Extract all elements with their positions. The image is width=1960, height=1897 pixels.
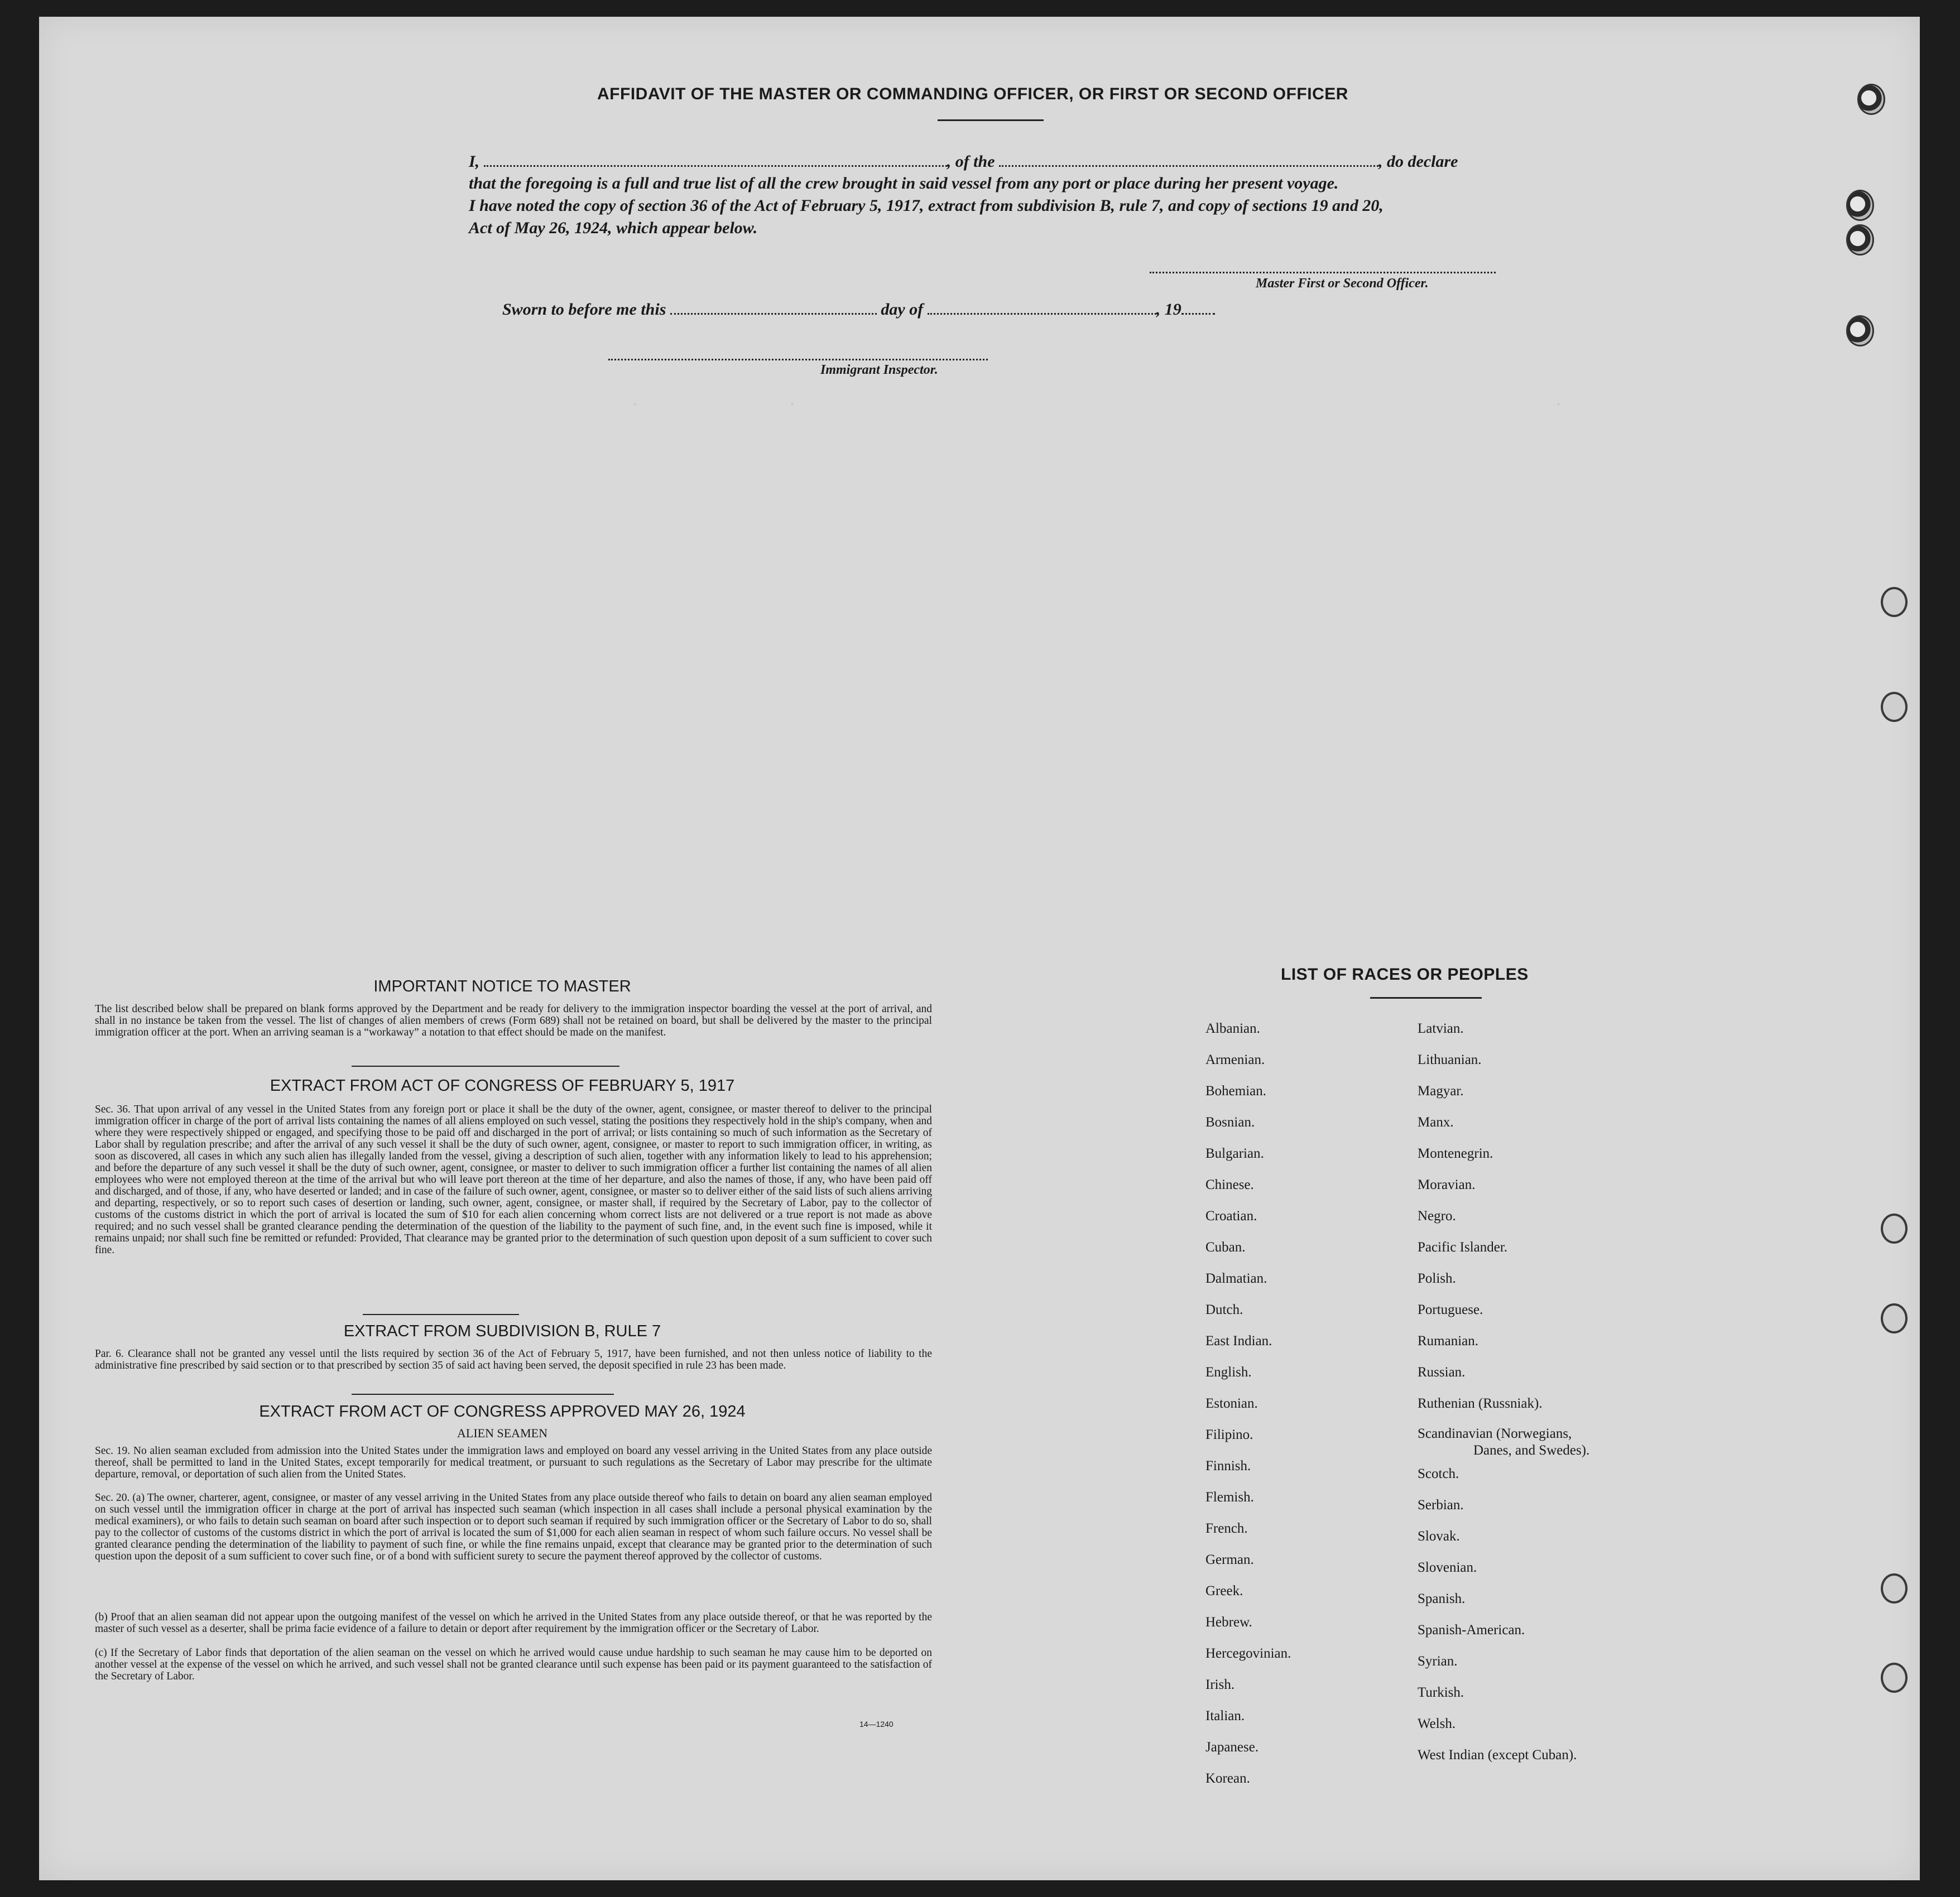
race-item: Chinese. bbox=[1205, 1177, 1254, 1192]
race-item: Irish. bbox=[1205, 1677, 1235, 1692]
affidavit-declare-label: , do declare bbox=[1378, 152, 1458, 171]
race-item: Scotch. bbox=[1418, 1466, 1459, 1481]
vessel-name-field[interactable] bbox=[999, 165, 1378, 167]
extract-1917-title: EXTRACT FROM ACT OF CONGRESS OF FEBRUARY 5, 1917 bbox=[270, 1077, 735, 1095]
sworn-prefix: Sworn to before me this bbox=[502, 300, 666, 319]
punch-hole-icon bbox=[1881, 587, 1908, 617]
punch-hole-icon bbox=[1857, 84, 1885, 115]
race-item: Russian. bbox=[1418, 1365, 1466, 1380]
affidavit-declaration-line bbox=[469, 152, 1585, 171]
bleed-through-decoration: · · · bbox=[631, 396, 1564, 413]
extract-1917-divider bbox=[363, 1314, 519, 1315]
affidavit-line-2: that the foregoing is a full and true list of all the crew brought in said vessel from any port or place during her present voyage. bbox=[469, 174, 1339, 192]
race-item: Magyar. bbox=[1418, 1084, 1464, 1099]
punch-hole-icon bbox=[1881, 1663, 1908, 1693]
race-item: Cuban. bbox=[1205, 1240, 1246, 1255]
race-item: Montenegrin. bbox=[1418, 1146, 1493, 1161]
race-item: Portuguese. bbox=[1418, 1302, 1483, 1317]
race-item: Slovenian. bbox=[1418, 1560, 1477, 1575]
punch-hole-icon bbox=[1881, 1303, 1908, 1333]
race-item: German. bbox=[1205, 1552, 1254, 1567]
inspector-signature-line[interactable] bbox=[608, 359, 988, 360]
race-item: Spanish-American. bbox=[1418, 1622, 1525, 1638]
sworn-day-field[interactable] bbox=[670, 313, 877, 315]
race-item: Scandinavian (Norwegians, bbox=[1418, 1426, 1572, 1441]
race-item: Japanese. bbox=[1205, 1740, 1259, 1755]
race-item: Turkish. bbox=[1418, 1685, 1464, 1700]
race-item: Bohemian. bbox=[1205, 1084, 1267, 1099]
race-item: Estonian. bbox=[1205, 1396, 1258, 1411]
master-name-field[interactable] bbox=[484, 165, 947, 167]
race-item: Negro. bbox=[1418, 1209, 1456, 1224]
race-item: Polish. bbox=[1418, 1271, 1456, 1286]
master-signature-label: Master First or Second Officer. bbox=[1256, 276, 1429, 291]
notice-body: The list described below shall be prepared on blank forms approved by the Department and be ready for delivery to the immigration inspector boarding the vessel at the port of arrival, and shall in no instance be taken from the vessel. The list of changes of alien members of crews (Form 689) shall not be retained on board, but shall be delivered by the master to the principal immigration officer at the port. When an arriving seaman is a “workaway” a notation to that effect should be made on the manifest. bbox=[95, 1003, 932, 1038]
race-item: Korean. bbox=[1205, 1771, 1250, 1786]
sworn-line bbox=[502, 300, 1339, 319]
extract-1924-sec20b: (b) Proof that an alien seaman did not appear upon the outgoing manifest of the vessel on which he arrived in the United States from any place outside thereof, or that he was reported by the master of such vessel as a deserter, shall be prima facie evidence of a failure to detain or deport after requirement by the immigration officer or the Secretary of Labor. bbox=[95, 1611, 932, 1635]
affidavit-line-4: Act of May 26, 1924, which appear below. bbox=[469, 219, 758, 237]
race-item: Welsh. bbox=[1418, 1716, 1456, 1731]
notice-title: IMPORTANT NOTICE TO MASTER bbox=[373, 978, 631, 995]
sworn-month-field[interactable] bbox=[928, 313, 1156, 315]
extract-1924-sec19: Sec. 19. No alien seaman excluded from admission into the United States under the immigration laws and employed on board any vessel arriving in the United States from any place outside thereof, shall be permitted to land in the United States, except temporarily for medical treatment, or pursuant to such regulations as the Secretary of Labor may prescribe for the ultimate departure, removal, or deportation of such alien from the United States. bbox=[95, 1445, 932, 1480]
race-item: Spanish. bbox=[1418, 1591, 1466, 1606]
race-item: Manx. bbox=[1418, 1115, 1454, 1130]
race-item: Bulgarian. bbox=[1205, 1146, 1264, 1161]
subdivision-b-title: EXTRACT FROM SUBDIVISION B, RULE 7 bbox=[343, 1322, 661, 1340]
race-item: Latvian. bbox=[1418, 1021, 1464, 1036]
affidavit-title-rule bbox=[938, 119, 1044, 121]
notice-divider bbox=[352, 1066, 619, 1067]
race-item: Slovak. bbox=[1418, 1529, 1460, 1544]
race-item: Serbian. bbox=[1418, 1498, 1464, 1513]
race-item: Hercegovinian. bbox=[1205, 1646, 1291, 1661]
inspector-label: Immigrant Inspector. bbox=[820, 363, 938, 377]
race-item: Rumanian. bbox=[1418, 1333, 1479, 1349]
sworn-day-of-label: day of bbox=[881, 300, 924, 319]
race-item: Dalmatian. bbox=[1205, 1271, 1267, 1286]
race-item: Finnish. bbox=[1205, 1458, 1251, 1474]
race-item: French. bbox=[1205, 1521, 1248, 1536]
punch-hole-icon bbox=[1881, 692, 1908, 722]
races-title-rule bbox=[1370, 997, 1482, 999]
race-item: Greek. bbox=[1205, 1583, 1243, 1599]
race-item: Italian. bbox=[1205, 1708, 1245, 1723]
form-number: 14—1240 bbox=[859, 1720, 893, 1729]
affidavit-i-label: I, bbox=[469, 152, 480, 171]
punch-hole-icon bbox=[1846, 315, 1874, 346]
race-item: Armenian. bbox=[1205, 1052, 1265, 1067]
punch-hole-icon bbox=[1881, 1573, 1908, 1604]
extract-1924-subtitle: ALIEN SEAMEN bbox=[457, 1426, 547, 1440]
race-item: Moravian. bbox=[1418, 1177, 1476, 1192]
race-item: Syrian. bbox=[1418, 1654, 1458, 1669]
punch-hole-icon bbox=[1846, 190, 1874, 221]
master-signature-line[interactable] bbox=[1150, 272, 1496, 273]
sworn-year-field[interactable] bbox=[1181, 313, 1215, 315]
races-title: LIST OF RACES OR PEOPLES bbox=[1281, 965, 1529, 984]
race-item: Pacific Islander. bbox=[1418, 1240, 1508, 1255]
document-page bbox=[39, 17, 1920, 1880]
subdivision-b-body: Par. 6. Clearance shall not be granted any vessel until the lists required by section 36 of the Act of February 5, 1917, have been furnished, and not then unless notice of liability to the administrative fine prescribed by said section or to that prescribed by section 35 of said act having been served, the deposit specified in rule 23 has been made. bbox=[95, 1348, 932, 1371]
race-item: Ruthenian (Russniak). bbox=[1418, 1396, 1543, 1411]
race-item: Bosnian. bbox=[1205, 1115, 1255, 1130]
extract-1924-title: EXTRACT FROM ACT OF CONGRESS APPROVED MAY 26, 1924 bbox=[259, 1403, 746, 1421]
subdivision-b-divider bbox=[352, 1394, 614, 1395]
extract-1924-sec20c: (c) If the Secretary of Labor finds that deportation of the alien seaman on the vessel on which he arrived would cause undue hardship to such seaman he may cause him to be deported on another vessel at the expense of the vessel on which he arrived, and such vessel shall not be granted clearance until such expense has been paid or its payment guaranteed to the satisfaction of the Secretary of Labor. bbox=[95, 1647, 932, 1682]
race-item: Croatian. bbox=[1205, 1209, 1257, 1224]
race-item: Flemish. bbox=[1205, 1490, 1254, 1505]
extract-1924-sec20a: Sec. 20. (a) The owner, charterer, agent, consignee, or master of any vessel arriving in the United States from any place outside thereof who fails to detain on board any alien seaman employed on such vessel until the immigration officer in charge at the port of arrival has inspected such seaman (which inspection in all cases shall include a personal physical examination by the medical examiners), or who fails to detain such seaman on board after such inspection or to deport such seaman if required by such immigration officer or the Secretary of Labor to do so, shall pay to the collector of customs of the customs district in which the port of arrival is located the sum of $1,000 for each alien seaman in respect of whom such failure occurs. No vessel shall be granted clearance pending the determination of the liability to payment of such fine, or while the fine remains unpaid, except that clearance may be granted prior to the determination of such question upon the deposit of a sum sufficient to cover such fine, or of a bond with sufficient surety to secure the payment thereof approved by the collector of customs. bbox=[95, 1492, 932, 1562]
race-item: East Indian. bbox=[1205, 1333, 1272, 1349]
race-item: West Indian (except Cuban). bbox=[1418, 1747, 1577, 1763]
race-item: Lithuanian. bbox=[1418, 1052, 1482, 1067]
race-item: Dutch. bbox=[1205, 1302, 1243, 1317]
sworn-year-label: , 19 bbox=[1156, 300, 1181, 319]
race-item: Danes, and Swedes). bbox=[1473, 1443, 1590, 1458]
race-item: Albanian. bbox=[1205, 1021, 1260, 1036]
race-item: Hebrew. bbox=[1205, 1615, 1252, 1630]
affidavit-line-3: I have noted the copy of section 36 of the Act of February 5, 1917, extract from subdivision B, rule 7, and copy of sections 19 and 20, bbox=[469, 196, 1383, 215]
race-item: English. bbox=[1205, 1365, 1252, 1380]
extract-1917-body: Sec. 36. That upon arrival of any vessel in the United States from any foreign port or place it shall be the duty of the owner, agent, consignee, or master thereof to deliver to the principal immigration officer in charge of the port of arrival lists containing the names of all aliens employed on such vessel, stating the positions they respectively hold in the ship's company, when and where they were respectively shipped or engaged, and specifying those to be paid off and discharged in the port of arrival; or lists containing so much of such information as the Secretary of Labor shall by regulation prescribe; and after the arrival of any such vessel it shall be the duty of such owner, agent, consignee, or master to report to such immigration officer, in writing, as soon as discovered, all cases in which any such alien has illegally landed from the vessel, giving a description of such alien, together with any information likely to lead to his apprehension; and before the departure of any such vessel it shall be the duty of such owner, agent, consignee, or master to deliver to such immigration officer a further list containing the names of all alien employees who were not employed thereon at the time of the arrival but who will leave port thereon at the time of her departure, and also the names of those, if any, who have been paid off and discharged, and of those, if any, who have deserted or landed; and in case of the failure of such owner, agent, consignee, or master so to deliver either of the said lists of such aliens arriving and departing, respectively, or so to report such cases of desertion or landing, such owner, agent, consignee, or master shall, if required by the Secretary of Labor, pay to the collector of customs of the customs district in which the port of arrival is located the sum of $10 for each alien concerning whom correct lists are not delivered or a true report is not made as above required; and no such vessel shall be granted clearance pending the determination of the question of the liability to the payment of such fine, and, in the event such fine is imposed, while it remains unpaid; nor shall such fine be remitted or refunded: Provided, That clearance may be granted prior to the determination of such question upon deposit of a sum sufficient to cover such fine. bbox=[95, 1104, 932, 1256]
affidavit-of-the-label: , of the bbox=[947, 152, 995, 171]
race-item: Filipino. bbox=[1205, 1427, 1253, 1442]
affidavit-title: AFFIDAVIT OF THE MASTER OR COMMANDING OFFICER, OR FIRST OR SECOND OFFICER bbox=[597, 85, 1348, 103]
punch-hole-icon bbox=[1846, 224, 1874, 256]
punch-hole-icon bbox=[1881, 1214, 1908, 1244]
